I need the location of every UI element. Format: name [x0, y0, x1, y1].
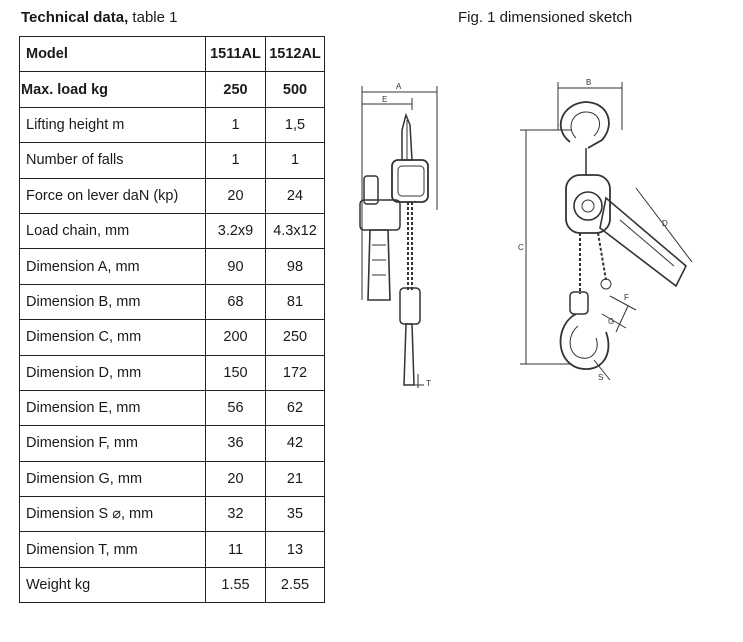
value-1511al: 56: [206, 390, 266, 425]
value-1512al: 2.55: [266, 567, 325, 602]
value-1511al: 1511AL: [206, 37, 266, 72]
value-1512al: 1512AL: [266, 37, 325, 72]
value-1511al: 32: [206, 497, 266, 532]
value-1511al: 150: [206, 355, 266, 390]
table-caption-rest: table 1: [128, 9, 178, 26]
row-label: Weight kg: [20, 567, 206, 602]
value-1512al: 4.3x12: [266, 213, 325, 248]
table-row: [20, 249, 325, 284]
value-1511al: 1: [206, 143, 266, 178]
row-label: Dimension B, mm: [20, 284, 206, 319]
table-row: [20, 355, 325, 390]
row-label: Load chain, mm: [20, 213, 206, 248]
dim-label-c: C: [518, 243, 524, 252]
table-row: [20, 532, 325, 567]
table-row: [20, 461, 325, 496]
dim-label-e: E: [382, 95, 388, 104]
table-row: [20, 284, 325, 319]
value-1512al: 172: [266, 355, 325, 390]
table-row: [20, 426, 325, 461]
row-label: Dimension D, mm: [20, 355, 206, 390]
value-1511al: 11: [206, 532, 266, 567]
value-1511al: 250: [206, 72, 266, 107]
table-caption: [21, 9, 177, 26]
row-label: Dimension S ⌀, mm: [20, 497, 206, 532]
front-view-hoist: [518, 78, 692, 382]
table-row: [20, 72, 325, 107]
dim-label-t: T: [426, 379, 431, 388]
table-row: [20, 107, 325, 142]
row-label: Lifting height m: [20, 107, 206, 142]
dim-label-s: S: [598, 373, 604, 382]
row-label: Number of falls: [20, 143, 206, 178]
value-1511al: 68: [206, 284, 266, 319]
value-1512al: 13: [266, 532, 325, 567]
dim-label-g: G: [608, 317, 615, 326]
row-label: Force on lever daN (kp): [20, 178, 206, 213]
dimensioned-sketch: [340, 70, 720, 400]
value-1512al: 1: [266, 143, 325, 178]
technical-data-body: [20, 37, 325, 603]
value-1512al: 98: [266, 249, 325, 284]
value-1512al: 81: [266, 284, 325, 319]
value-1512al: 62: [266, 390, 325, 425]
table-row: [20, 390, 325, 425]
table-row: [20, 37, 325, 72]
table-row: [20, 178, 325, 213]
dim-label-b: B: [586, 78, 592, 87]
technical-data-table: [19, 36, 325, 603]
value-1512al: 1,5: [266, 107, 325, 142]
table-caption-bold: Technical data,: [21, 9, 129, 26]
dim-label-d: D: [662, 219, 668, 228]
row-label: Dimension A, mm: [20, 249, 206, 284]
side-view-hoist: [360, 82, 437, 388]
value-1512al: 24: [266, 178, 325, 213]
table-row: [20, 143, 325, 178]
table-row: [20, 497, 325, 532]
dim-label-a: A: [396, 82, 402, 91]
value-1512al: 35: [266, 497, 325, 532]
value-1512al: 21: [266, 461, 325, 496]
figure-caption: Fig. 1 dimensioned sketch: [458, 9, 633, 26]
row-label: Dimension E, mm: [20, 390, 206, 425]
value-1511al: 3.2x9: [206, 213, 266, 248]
value-1511al: 1.55: [206, 567, 266, 602]
row-label: Model: [20, 37, 206, 72]
row-label: Dimension T, mm: [20, 532, 206, 567]
value-1512al: 500: [266, 72, 325, 107]
value-1511al: 200: [206, 320, 266, 355]
value-1511al: 20: [206, 178, 266, 213]
row-label: Dimension C, mm: [20, 320, 206, 355]
value-1511al: 20: [206, 461, 266, 496]
row-label: Dimension F, mm: [20, 426, 206, 461]
row-label: Dimension G, mm: [20, 461, 206, 496]
table-row: [20, 567, 325, 602]
value-1511al: 1: [206, 107, 266, 142]
row-label: Max. load kg: [20, 72, 206, 107]
value-1511al: 90: [206, 249, 266, 284]
value-1512al: 42: [266, 426, 325, 461]
table-row: [20, 320, 325, 355]
dim-label-f: F: [624, 293, 629, 302]
value-1511al: 36: [206, 426, 266, 461]
value-1512al: 250: [266, 320, 325, 355]
table-row: [20, 213, 325, 248]
